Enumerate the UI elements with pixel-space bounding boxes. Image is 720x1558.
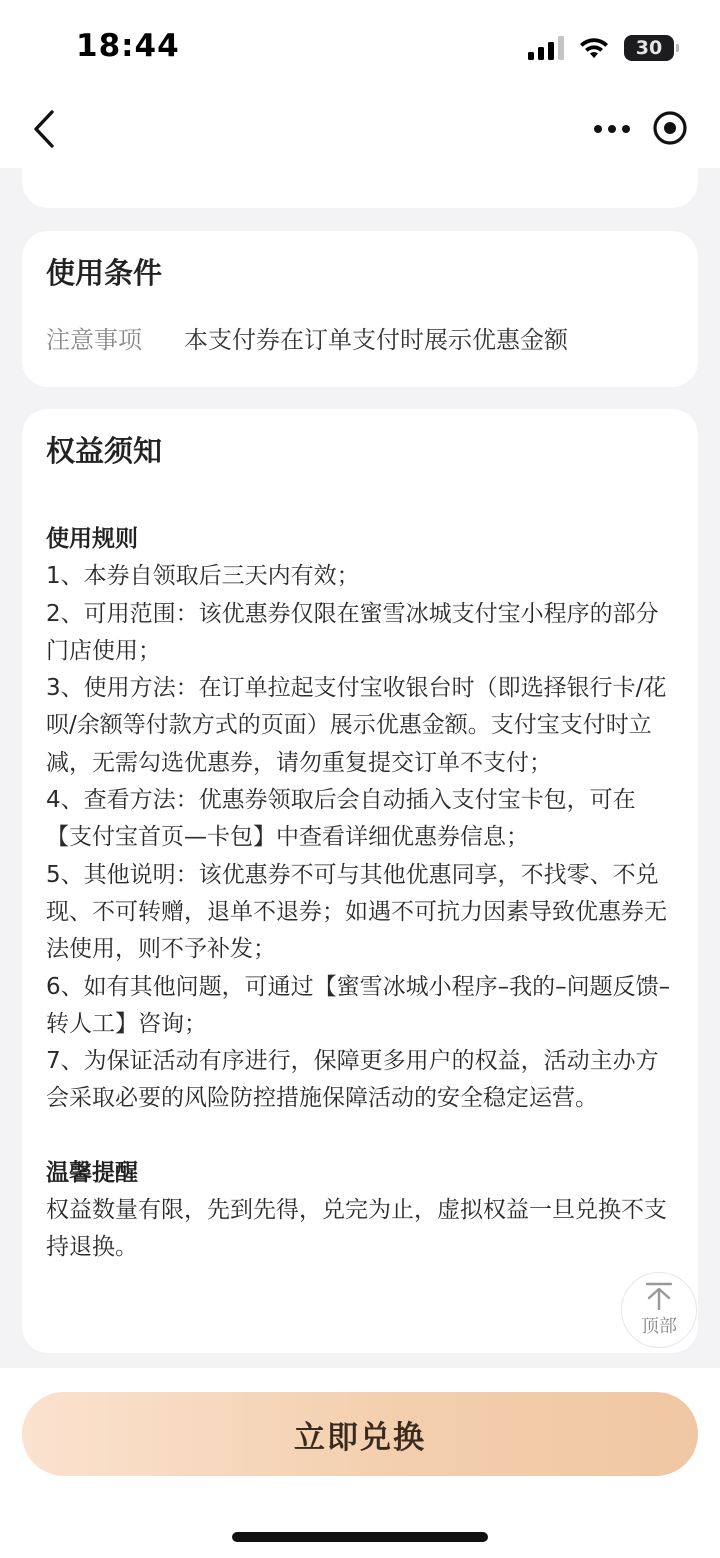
- rules-heading: 使用规则: [46, 526, 138, 552]
- battery-level: 30: [635, 37, 663, 59]
- status-time: 18:44: [76, 28, 180, 64]
- back-to-top-label: 顶部: [641, 1316, 677, 1337]
- conditions-label: 注意事项: [46, 326, 142, 354]
- bottom-bar: [0, 1368, 720, 1558]
- arrow-up-to-top-icon: [644, 1282, 674, 1310]
- rights-body: [46, 521, 676, 1267]
- rule-item: 5、其他说明：该优惠券不可与其他优惠同享，不找零、不兑现、不可转赠，退单不退券；如遇不可抗力因素导致优惠券无法使用，则不予补发；: [46, 861, 667, 963]
- chevron-left-icon: [26, 104, 66, 154]
- rule-item: 6、如有其他问题，可通过【蜜雪冰城小程序–我的–问题反馈–转人工】咨询；: [46, 973, 671, 1037]
- wifi-icon: [578, 36, 610, 60]
- close-miniprogram-button[interactable]: [652, 110, 688, 146]
- rule-item: 4、查看方法：优惠券领取后会自动插入支付宝卡包，可在【支付宝首页—卡包】中查看详细优惠券信息；: [46, 787, 636, 851]
- rule-item: 2、可用范围：该优惠券仅限在蜜雪冰城支付宝小程序的部分门店使用；: [46, 600, 659, 664]
- rights-title: 权益须知: [46, 434, 163, 468]
- conditions-value: 本支付券在订单支付时展示优惠金额: [184, 326, 568, 354]
- previous-card: [22, 150, 698, 208]
- reminder-heading: 温馨提醒: [46, 1159, 138, 1186]
- battery-icon: [624, 35, 674, 61]
- spacer: [46, 1118, 676, 1155]
- conditions-title: 使用条件: [46, 256, 163, 290]
- rule-item: 3、使用方法：在订单拉起支付宝收银台时（即选择银行卡/花呗/余额等付款方式的页面）展示优惠金额。支付宝支付时立减，无需勾选优惠券，请勿重复提交订单不支付；: [46, 675, 667, 776]
- more-button[interactable]: [594, 114, 630, 144]
- rule-item: 1、本券自领取后三天内有效；: [46, 563, 360, 590]
- rule-item: 7、为保证活动有序进行，保障更多用户的权益，活动主办方会采取必要的风险防控措施保障活动的安全稳定运营。: [46, 1048, 659, 1112]
- rights-card: [22, 409, 698, 1353]
- home-indicator: [232, 1532, 488, 1542]
- signal-icon: [528, 36, 564, 60]
- conditions-card: [22, 231, 698, 387]
- status-bar: [0, 0, 720, 92]
- reminder-text: 权益数量有限，先到先得，兑完为止，虚拟权益一旦兑换不支持退换。: [46, 1197, 667, 1261]
- status-icons: [528, 32, 674, 64]
- target-icon: [652, 110, 688, 146]
- back-button[interactable]: [26, 104, 66, 154]
- back-to-top-button[interactable]: [621, 1272, 697, 1348]
- redeem-button[interactable]: 立即兑换: [22, 1392, 698, 1476]
- more-dot: [622, 125, 630, 133]
- more-dot: [608, 125, 616, 133]
- more-dots-icon: [594, 125, 602, 133]
